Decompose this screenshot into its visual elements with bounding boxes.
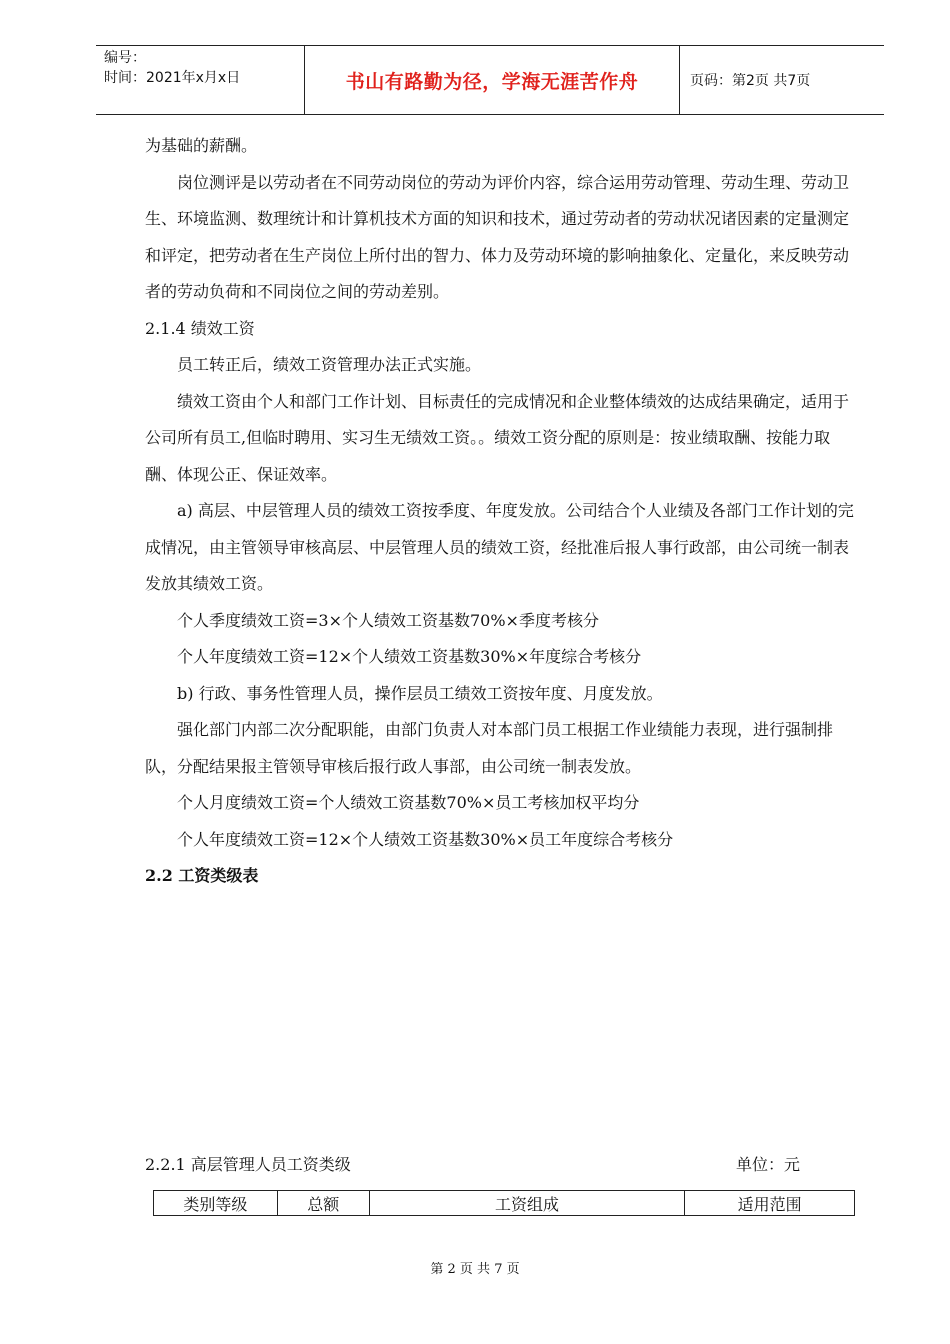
page-footer: 第 2 页 共 7 页 bbox=[430, 1262, 520, 1277]
body-paragraph: 岗位测评是以劳动者在不同劳动岗位的劳动为评价内容，综合运用劳动管理、劳动生理、劳动卫生、环境监测、数理统计和计算机技术方面的知识和技术，通过劳动者的劳动状况诸因素的定量测定和评定，把劳动者在生产岗位上所付出的智力、体力及劳动环境的影响抽象化、定量化，来反映劳动者的劳动负荷和不同岗位之间的劳动差别。 bbox=[145, 172, 850, 301]
table-header-cell: 类别等级 bbox=[154, 1191, 278, 1216]
header-motto: 书山有路勤为径，学海无涯苦作舟 bbox=[304, 46, 680, 114]
document-body bbox=[145, 128, 860, 895]
table-header-cell: 总额 bbox=[277, 1191, 369, 1216]
subsection-title: 2.2.1 高层管理人员工资类级 bbox=[145, 1155, 351, 1174]
body-paragraph: 强化部门内部二次分配职能，由部门负责人对本部门员工根据工作业绩能力表现，进行强制排队，分配结果报主管领导审核后报行政人事部，由公司统一制表发放。 bbox=[145, 720, 834, 776]
header-page-info: 页码：第2页 共7页 bbox=[690, 73, 811, 89]
body-paragraph: a) 高层、中层管理人员的绩效工资按季度、年度发放。公司结合个人业绩及各部门工作计划的完成情况，由主管领导审核高层、中层管理人员的绩效工资，经批准后报人事行政部，由公司统一制表发放其绩效工资。 bbox=[145, 501, 854, 593]
body-paragraph: 个人月度绩效工资=个人绩效工资基数70%×员工考核加权平均分 bbox=[177, 793, 640, 812]
body-paragraph: 绩效工资由个人和部门工作计划、目标责任的完成情况和企业整体绩效的达成结果确定，适用于公司所有员工,但临时聘用、实习生无绩效工资。。绩效工资分配的原则是：按业绩取酬、按能力取酬、体现公正、保证效率。 bbox=[145, 391, 850, 484]
document-time: 时间：2021年x月x日 bbox=[104, 70, 241, 86]
table-header-cell: 适用范围 bbox=[685, 1191, 855, 1216]
page-header bbox=[96, 45, 884, 115]
body-paragraph: 个人年度绩效工资=12×个人绩效工资基数30%×员工年度综合考核分 bbox=[177, 829, 674, 849]
body-paragraph: b) 行政、事务性管理人员，操作层员工绩效工资按年度、月度发放。 bbox=[177, 683, 663, 703]
header-meta bbox=[96, 46, 304, 114]
body-paragraph: 2.1.4 绩效工资 bbox=[145, 318, 255, 338]
body-paragraph: 为基础的薪酬。 bbox=[145, 136, 258, 155]
unit-label: 单位：元 bbox=[735, 1155, 800, 1174]
table-header-row bbox=[154, 1191, 855, 1216]
section-heading: 2.2 工资类级表 bbox=[145, 866, 259, 885]
subsection-heading bbox=[145, 1152, 800, 1175]
table-header-cell: 工资组成 bbox=[369, 1191, 685, 1216]
body-paragraph: 个人季度绩效工资=3×个人绩效工资基数70%×季度考核分 bbox=[177, 610, 599, 630]
salary-grade-table bbox=[153, 1190, 855, 1216]
document-number-label: 编号： bbox=[104, 50, 146, 66]
body-paragraph: 个人年度绩效工资=12×个人绩效工资基数30%×年度综合考核分 bbox=[177, 647, 642, 666]
body-paragraph: 员工转正后，绩效工资管理办法正式实施。 bbox=[177, 355, 482, 374]
